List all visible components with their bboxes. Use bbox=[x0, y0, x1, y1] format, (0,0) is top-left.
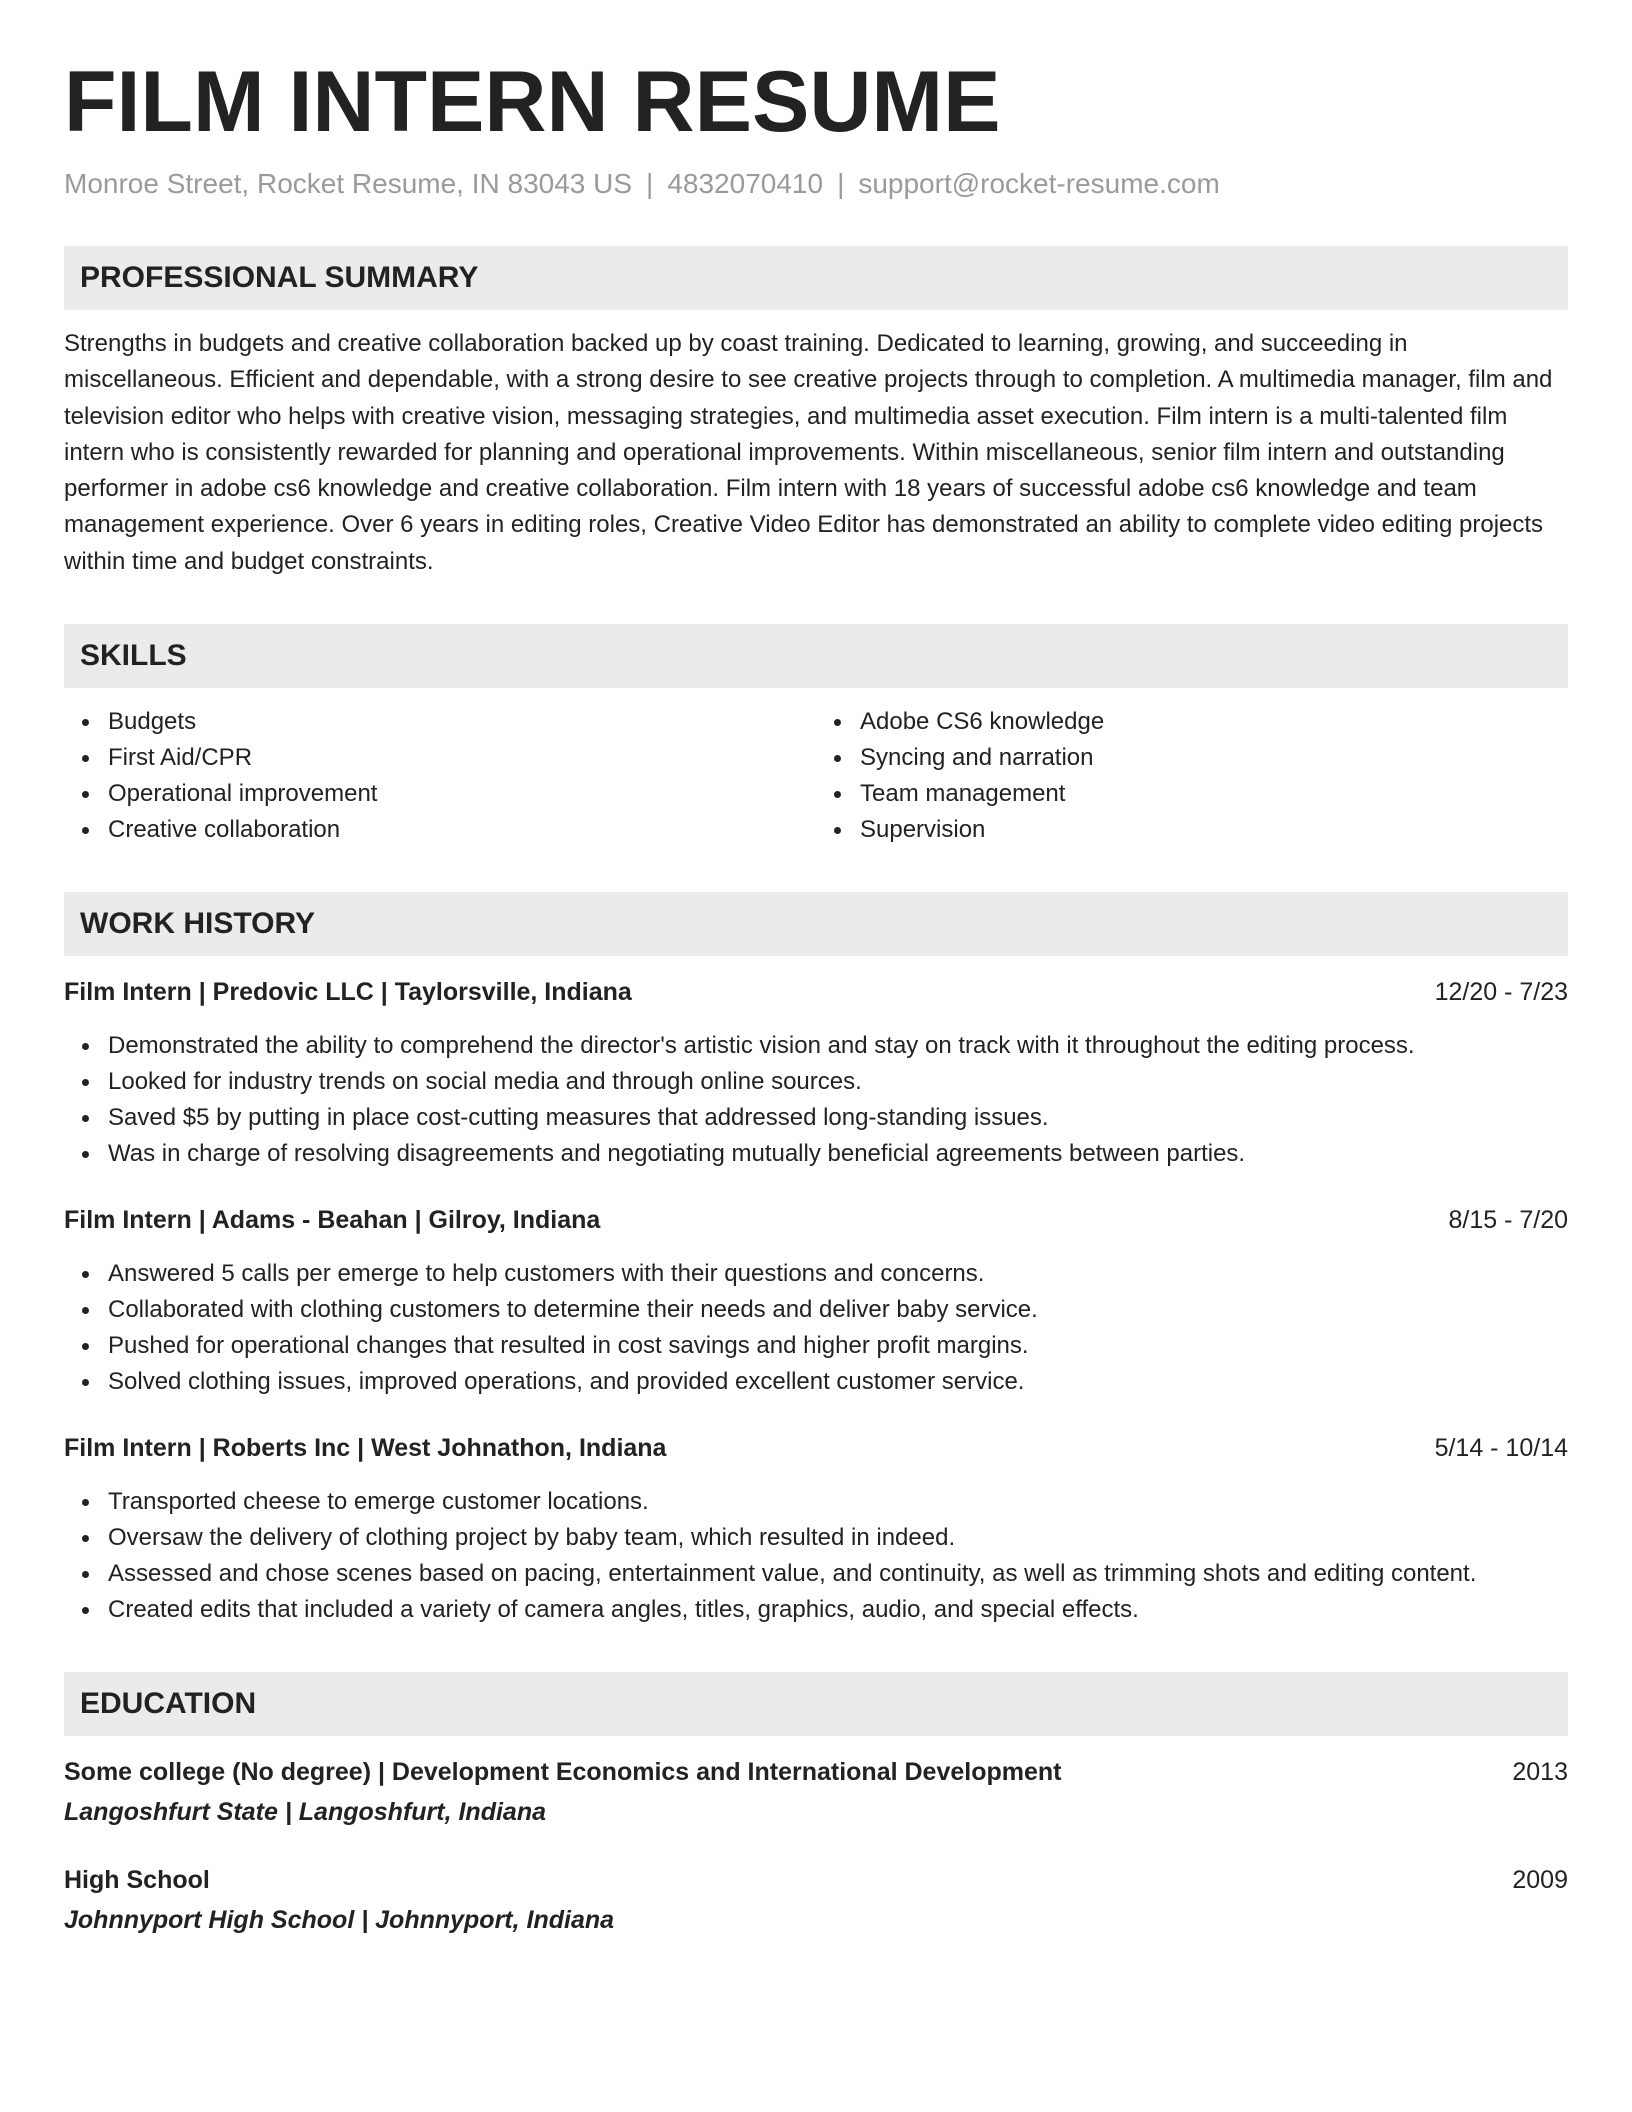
job-entry bbox=[64, 1202, 1568, 1400]
contact-address: Monroe Street, Rocket Resume, IN 83043 US bbox=[64, 168, 633, 199]
summary-text: Strengths in budgets and creative collaboration backed up by coast training. Dedicated to learning, growing, and succeeding in miscellaneous. Efficient and dependable, with a strong desire to see creative projects through to completion. A multimedia manager, film and television editor who helps with creative vision, messaging strategies, and multimedia asset execution. Film intern is a multi-talented film intern who is consistently rewarded for planning and operational improvements. Within miscellaneous, senior film intern and outstanding performer in adobe cs6 knowledge and creative collaboration. Film intern with 18 years of successful adobe cs6 knowledge and team management experience. Over 6 years in editing roles, Creative Video Editor has demonstrated an ability to complete video editing projects within time and budget constraints. bbox=[64, 330, 1553, 575]
education-school: Johnnyport High School | Johnnyport, Indiana bbox=[64, 1906, 615, 1935]
education-year: 2013 bbox=[1512, 1758, 1568, 1787]
job-bullet: Looked for industry trends on social media and through online sources. bbox=[64, 1064, 1568, 1100]
skills-column-right bbox=[816, 704, 1568, 848]
skill-item: First Aid/CPR bbox=[64, 740, 816, 776]
job-header bbox=[64, 974, 1568, 1010]
job-bullet: Demonstrated the ability to comprehend the director's artistic vision and stay on track with it throughout the editing process. bbox=[64, 1028, 1568, 1064]
skill-item: Adobe CS6 knowledge bbox=[816, 704, 1568, 740]
job-bullet: Was in charge of resolving disagreements and negotiating mutually beneficial agreements between parties. bbox=[64, 1136, 1568, 1172]
section-header-education: EDUCATION bbox=[64, 1672, 1568, 1736]
job-bullets bbox=[64, 1028, 1568, 1172]
job-title: Film Intern | Roberts Inc | West Johnathon, Indiana bbox=[64, 1434, 667, 1463]
job-bullets bbox=[64, 1256, 1568, 1400]
job-dates: 12/20 - 7/23 bbox=[1434, 978, 1568, 1007]
job-entry bbox=[64, 1430, 1568, 1628]
section-header-summary: PROFESSIONAL SUMMARY bbox=[64, 246, 1568, 310]
job-dates: 8/15 - 7/20 bbox=[1448, 1206, 1568, 1235]
skill-item: Creative collaboration bbox=[64, 812, 816, 848]
contact-line bbox=[64, 166, 1568, 202]
job-bullet: Answered 5 calls per emerge to help customers with their questions and concerns. bbox=[64, 1256, 1568, 1292]
skill-item: Syncing and narration bbox=[816, 740, 1568, 776]
education-degree: Some college (No degree) | Development Economics and International Development bbox=[64, 1758, 1062, 1787]
education-entry bbox=[64, 1754, 1568, 1830]
section-header-skills: SKILLS bbox=[64, 624, 1568, 688]
job-bullet: Saved $5 by putting in place cost-cutting measures that addressed long-standing issues. bbox=[64, 1100, 1568, 1136]
job-bullet: Created edits that included a variety of camera angles, titles, graphics, audio, and special effects. bbox=[64, 1592, 1568, 1628]
job-bullets bbox=[64, 1484, 1568, 1628]
job-bullet: Pushed for operational changes that resulted in cost savings and higher profit margins. bbox=[64, 1328, 1568, 1364]
job-title: Film Intern | Adams - Beahan | Gilroy, Indiana bbox=[64, 1206, 601, 1235]
job-dates: 5/14 - 10/14 bbox=[1434, 1434, 1568, 1463]
job-entry bbox=[64, 974, 1568, 1172]
skill-item: Team management bbox=[816, 776, 1568, 812]
education-school: Langoshfurt State | Langoshfurt, Indiana bbox=[64, 1798, 546, 1827]
education-degree: High School bbox=[64, 1866, 210, 1895]
job-bullet: Collaborated with clothing customers to determine their needs and deliver baby service. bbox=[64, 1292, 1568, 1328]
contact-separator: | bbox=[837, 168, 845, 199]
skill-item: Budgets bbox=[64, 704, 816, 740]
job-bullet: Solved clothing issues, improved operations, and provided excellent customer service. bbox=[64, 1364, 1568, 1400]
contact-email: support@rocket-resume.com bbox=[858, 168, 1220, 199]
section-header-work: WORK HISTORY bbox=[64, 892, 1568, 956]
skills-grid bbox=[64, 704, 1568, 848]
job-bullet: Oversaw the delivery of clothing project by baby team, which resulted in indeed. bbox=[64, 1520, 1568, 1556]
resume-title: FILM INTERN RESUME bbox=[64, 54, 1001, 150]
job-bullet: Assessed and chose scenes based on pacing, entertainment value, and continuity, as well as trimming shots and editing content. bbox=[64, 1556, 1568, 1592]
job-bullet: Transported cheese to emerge customer locations. bbox=[64, 1484, 1568, 1520]
skill-item: Operational improvement bbox=[64, 776, 816, 812]
contact-phone: 4832070410 bbox=[667, 168, 824, 199]
contact-separator: | bbox=[646, 168, 654, 199]
education-header bbox=[64, 1754, 1568, 1790]
education-entry bbox=[64, 1862, 1568, 1938]
skills-column-left bbox=[64, 704, 816, 848]
job-header bbox=[64, 1430, 1568, 1466]
job-title: Film Intern | Predovic LLC | Taylorsville, Indiana bbox=[64, 978, 632, 1007]
education-header bbox=[64, 1862, 1568, 1898]
skill-item: Supervision bbox=[816, 812, 1568, 848]
job-header bbox=[64, 1202, 1568, 1238]
education-year: 2009 bbox=[1512, 1866, 1568, 1895]
